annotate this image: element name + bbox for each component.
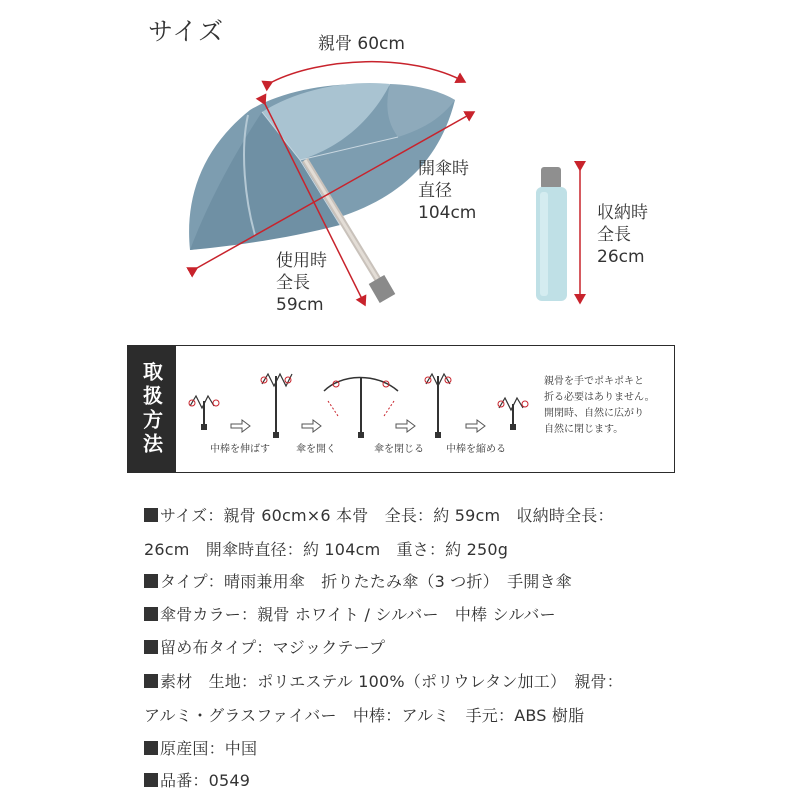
arrow-icon-3 bbox=[396, 420, 415, 432]
howto-box bbox=[127, 345, 675, 473]
arrow-icon-1 bbox=[231, 420, 250, 432]
howto-label: 取扱方法 bbox=[128, 346, 176, 472]
spec-size: サイズ：親骨 60cm×6 本骨 全長：約 59cm 収納時全長： bbox=[144, 503, 614, 526]
spec-product-number: 品番：0549 bbox=[144, 768, 250, 791]
spec-size-cont: 26cm 開傘時直径：約 104cm 重さ：約 250g bbox=[144, 540, 509, 559]
step-label-1: 中棒を伸ばす bbox=[210, 444, 270, 455]
howto-note: 親骨を手でポキポキと 折る必要はありません。 開閉時、自然に広がり 自然に閉じます。 bbox=[544, 376, 655, 435]
open-umbrella-icon bbox=[324, 377, 398, 438]
howto-steps-illustration bbox=[176, 346, 546, 446]
arrow-icon-4 bbox=[466, 420, 485, 432]
arrow-icon-2 bbox=[302, 420, 321, 432]
extended-umbrella-icon bbox=[261, 374, 292, 438]
step-label-2: 傘を開く bbox=[296, 444, 336, 455]
spec-rib-color: 傘骨カラー：親骨 ホワイト / シルバー 中棒 シルバー bbox=[144, 602, 556, 625]
open-diameter-label: 開傘時 直径 104cm bbox=[418, 159, 477, 223]
open-umbrella-canopy bbox=[189, 83, 455, 250]
step-label-3: 傘を閉じる bbox=[374, 444, 424, 455]
rib-length-label: 親骨 60cm bbox=[318, 34, 405, 54]
spec-material: 素材 生地：ポリエステル 100%（ポリウレタン加工） 親骨： bbox=[144, 669, 623, 692]
rib-length-arrow bbox=[272, 62, 465, 82]
total-length-label: 使用時 全長 59cm bbox=[276, 251, 327, 315]
spec-origin: 原産国：中国 bbox=[144, 736, 257, 759]
closed-umbrella-icon bbox=[425, 374, 451, 438]
step-label-4: 中棒を縮める bbox=[446, 444, 506, 455]
stored-length-label: 収納時 全長 26cm bbox=[597, 203, 648, 267]
spec-fastener: 留め布タイプ：マジックテープ bbox=[144, 635, 385, 658]
page-title: サイズ bbox=[148, 17, 225, 46]
spec-type: タイプ：晴雨兼用傘 折りたたみ傘（3 つ折） 手開き傘 bbox=[144, 569, 572, 592]
folded-umbrella bbox=[536, 167, 567, 301]
collapsed-umbrella-icon-2 bbox=[498, 398, 528, 430]
collapsed-umbrella-icon-1 bbox=[189, 396, 219, 430]
spec-material-cont: アルミ・グラスファイバー 中棒：アルミ 手元：ABS 樹脂 bbox=[144, 706, 585, 725]
